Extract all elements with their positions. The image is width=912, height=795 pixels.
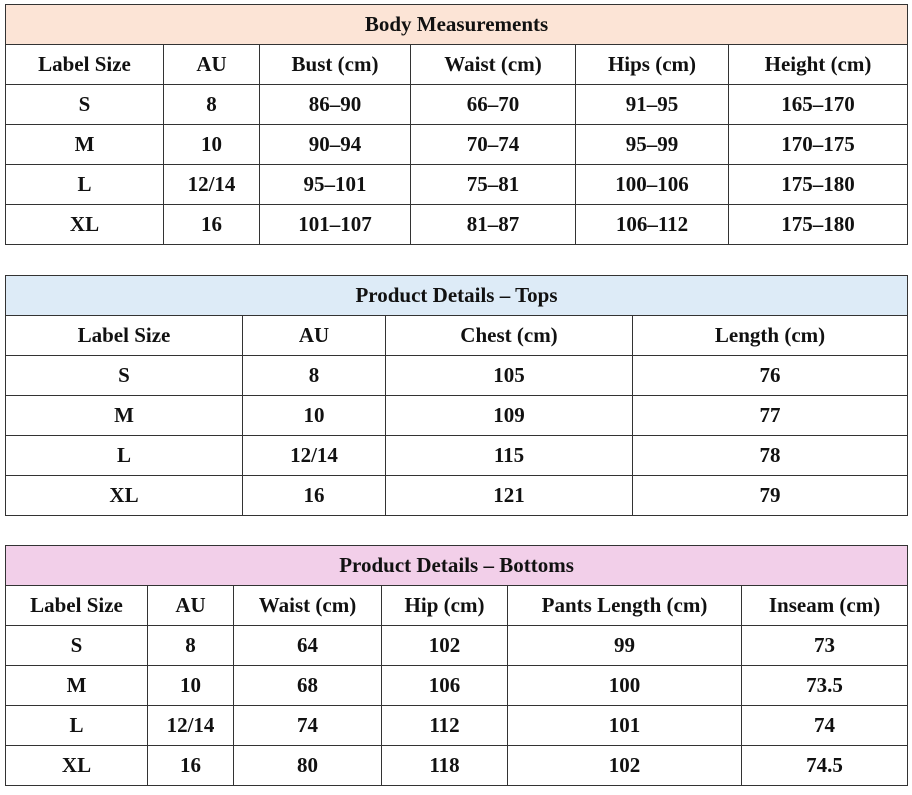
- column-header: Label Size: [6, 316, 243, 356]
- table-cell: 121: [386, 476, 633, 516]
- body-measurements-title: Body Measurements: [6, 5, 908, 45]
- table-cell: 75–81: [411, 165, 576, 205]
- column-header: Waist (cm): [234, 586, 382, 626]
- table-cell: 73: [742, 626, 908, 666]
- table-cell: 95–99: [576, 125, 729, 165]
- table-cell: 10: [243, 396, 386, 436]
- column-header: Chest (cm): [386, 316, 633, 356]
- table-cell: 112: [382, 706, 508, 746]
- column-header: Length (cm): [633, 316, 908, 356]
- column-header: Height (cm): [729, 45, 908, 85]
- column-header: Label Size: [6, 586, 148, 626]
- column-header: Bust (cm): [260, 45, 411, 85]
- table-row: [6, 85, 908, 125]
- column-header: Pants Length (cm): [508, 586, 742, 626]
- table-cell: XL: [6, 205, 164, 245]
- table-cell: 101: [508, 706, 742, 746]
- table-cell: 73.5: [742, 666, 908, 706]
- body-measurements-table: [5, 4, 908, 245]
- table-cell: 74.5: [742, 746, 908, 786]
- table-cell: 165–170: [729, 85, 908, 125]
- bottoms-title: Product Details – Bottoms: [6, 546, 908, 586]
- table-cell: 90–94: [260, 125, 411, 165]
- table-cell: 170–175: [729, 125, 908, 165]
- column-header: Inseam (cm): [742, 586, 908, 626]
- table-row: [6, 626, 908, 666]
- table-cell: 8: [243, 356, 386, 396]
- table-cell: 12/14: [243, 436, 386, 476]
- table-cell: 16: [148, 746, 234, 786]
- table-cell: S: [6, 85, 164, 125]
- table-cell: 8: [148, 626, 234, 666]
- column-header: Hip (cm): [382, 586, 508, 626]
- table-header-row: [6, 316, 908, 356]
- table-cell: 105: [386, 356, 633, 396]
- column-header: Hips (cm): [576, 45, 729, 85]
- table-cell: 99: [508, 626, 742, 666]
- table-cell: 12/14: [148, 706, 234, 746]
- table-cell: 175–180: [729, 165, 908, 205]
- table-cell: 8: [164, 85, 260, 125]
- table-cell: M: [6, 396, 243, 436]
- table-cell: 10: [164, 125, 260, 165]
- table-cell: 76: [633, 356, 908, 396]
- table-cell: 101–107: [260, 205, 411, 245]
- table-cell: 115: [386, 436, 633, 476]
- table-cell: 80: [234, 746, 382, 786]
- table-row: [6, 476, 908, 516]
- column-header: Waist (cm): [411, 45, 576, 85]
- table-cell: 70–74: [411, 125, 576, 165]
- table-row: [6, 165, 908, 205]
- table-cell: M: [6, 666, 148, 706]
- column-header: AU: [148, 586, 234, 626]
- table-cell: 68: [234, 666, 382, 706]
- tops-table: [5, 275, 908, 516]
- table-cell: 95–101: [260, 165, 411, 205]
- table-cell: 86–90: [260, 85, 411, 125]
- table-cell: L: [6, 165, 164, 205]
- tops-title: Product Details – Tops: [6, 276, 908, 316]
- table-cell: 79: [633, 476, 908, 516]
- table-row: [6, 746, 908, 786]
- table-cell: 81–87: [411, 205, 576, 245]
- table-cell: 16: [164, 205, 260, 245]
- table-cell: 118: [382, 746, 508, 786]
- table-cell: 64: [234, 626, 382, 666]
- column-header: AU: [164, 45, 260, 85]
- table-cell: 10: [148, 666, 234, 706]
- table-cell: 106–112: [576, 205, 729, 245]
- table-cell: M: [6, 125, 164, 165]
- table-row: [6, 125, 908, 165]
- table-cell: 175–180: [729, 205, 908, 245]
- table-cell: L: [6, 436, 243, 476]
- bottoms-table: [5, 545, 908, 786]
- table-cell: S: [6, 626, 148, 666]
- table-cell: XL: [6, 746, 148, 786]
- table-cell: 109: [386, 396, 633, 436]
- table-cell: 66–70: [411, 85, 576, 125]
- table-cell: 77: [633, 396, 908, 436]
- table-row: [6, 436, 908, 476]
- table-cell: 16: [243, 476, 386, 516]
- table-cell: 74: [742, 706, 908, 746]
- table-cell: XL: [6, 476, 243, 516]
- table-row: [6, 396, 908, 436]
- column-header: AU: [243, 316, 386, 356]
- table-cell: S: [6, 356, 243, 396]
- table-cell: 91–95: [576, 85, 729, 125]
- table-row: [6, 356, 908, 396]
- column-header: Label Size: [6, 45, 164, 85]
- table-cell: 100–106: [576, 165, 729, 205]
- table-row: [6, 706, 908, 746]
- table-cell: 12/14: [164, 165, 260, 205]
- table-cell: 100: [508, 666, 742, 706]
- table-cell: 106: [382, 666, 508, 706]
- table-cell: 78: [633, 436, 908, 476]
- table-row: [6, 666, 908, 706]
- table-cell: 74: [234, 706, 382, 746]
- table-header-row: [6, 586, 908, 626]
- table-row: [6, 205, 908, 245]
- table-cell: 102: [508, 746, 742, 786]
- table-cell: L: [6, 706, 148, 746]
- table-cell: 102: [382, 626, 508, 666]
- table-header-row: [6, 45, 908, 85]
